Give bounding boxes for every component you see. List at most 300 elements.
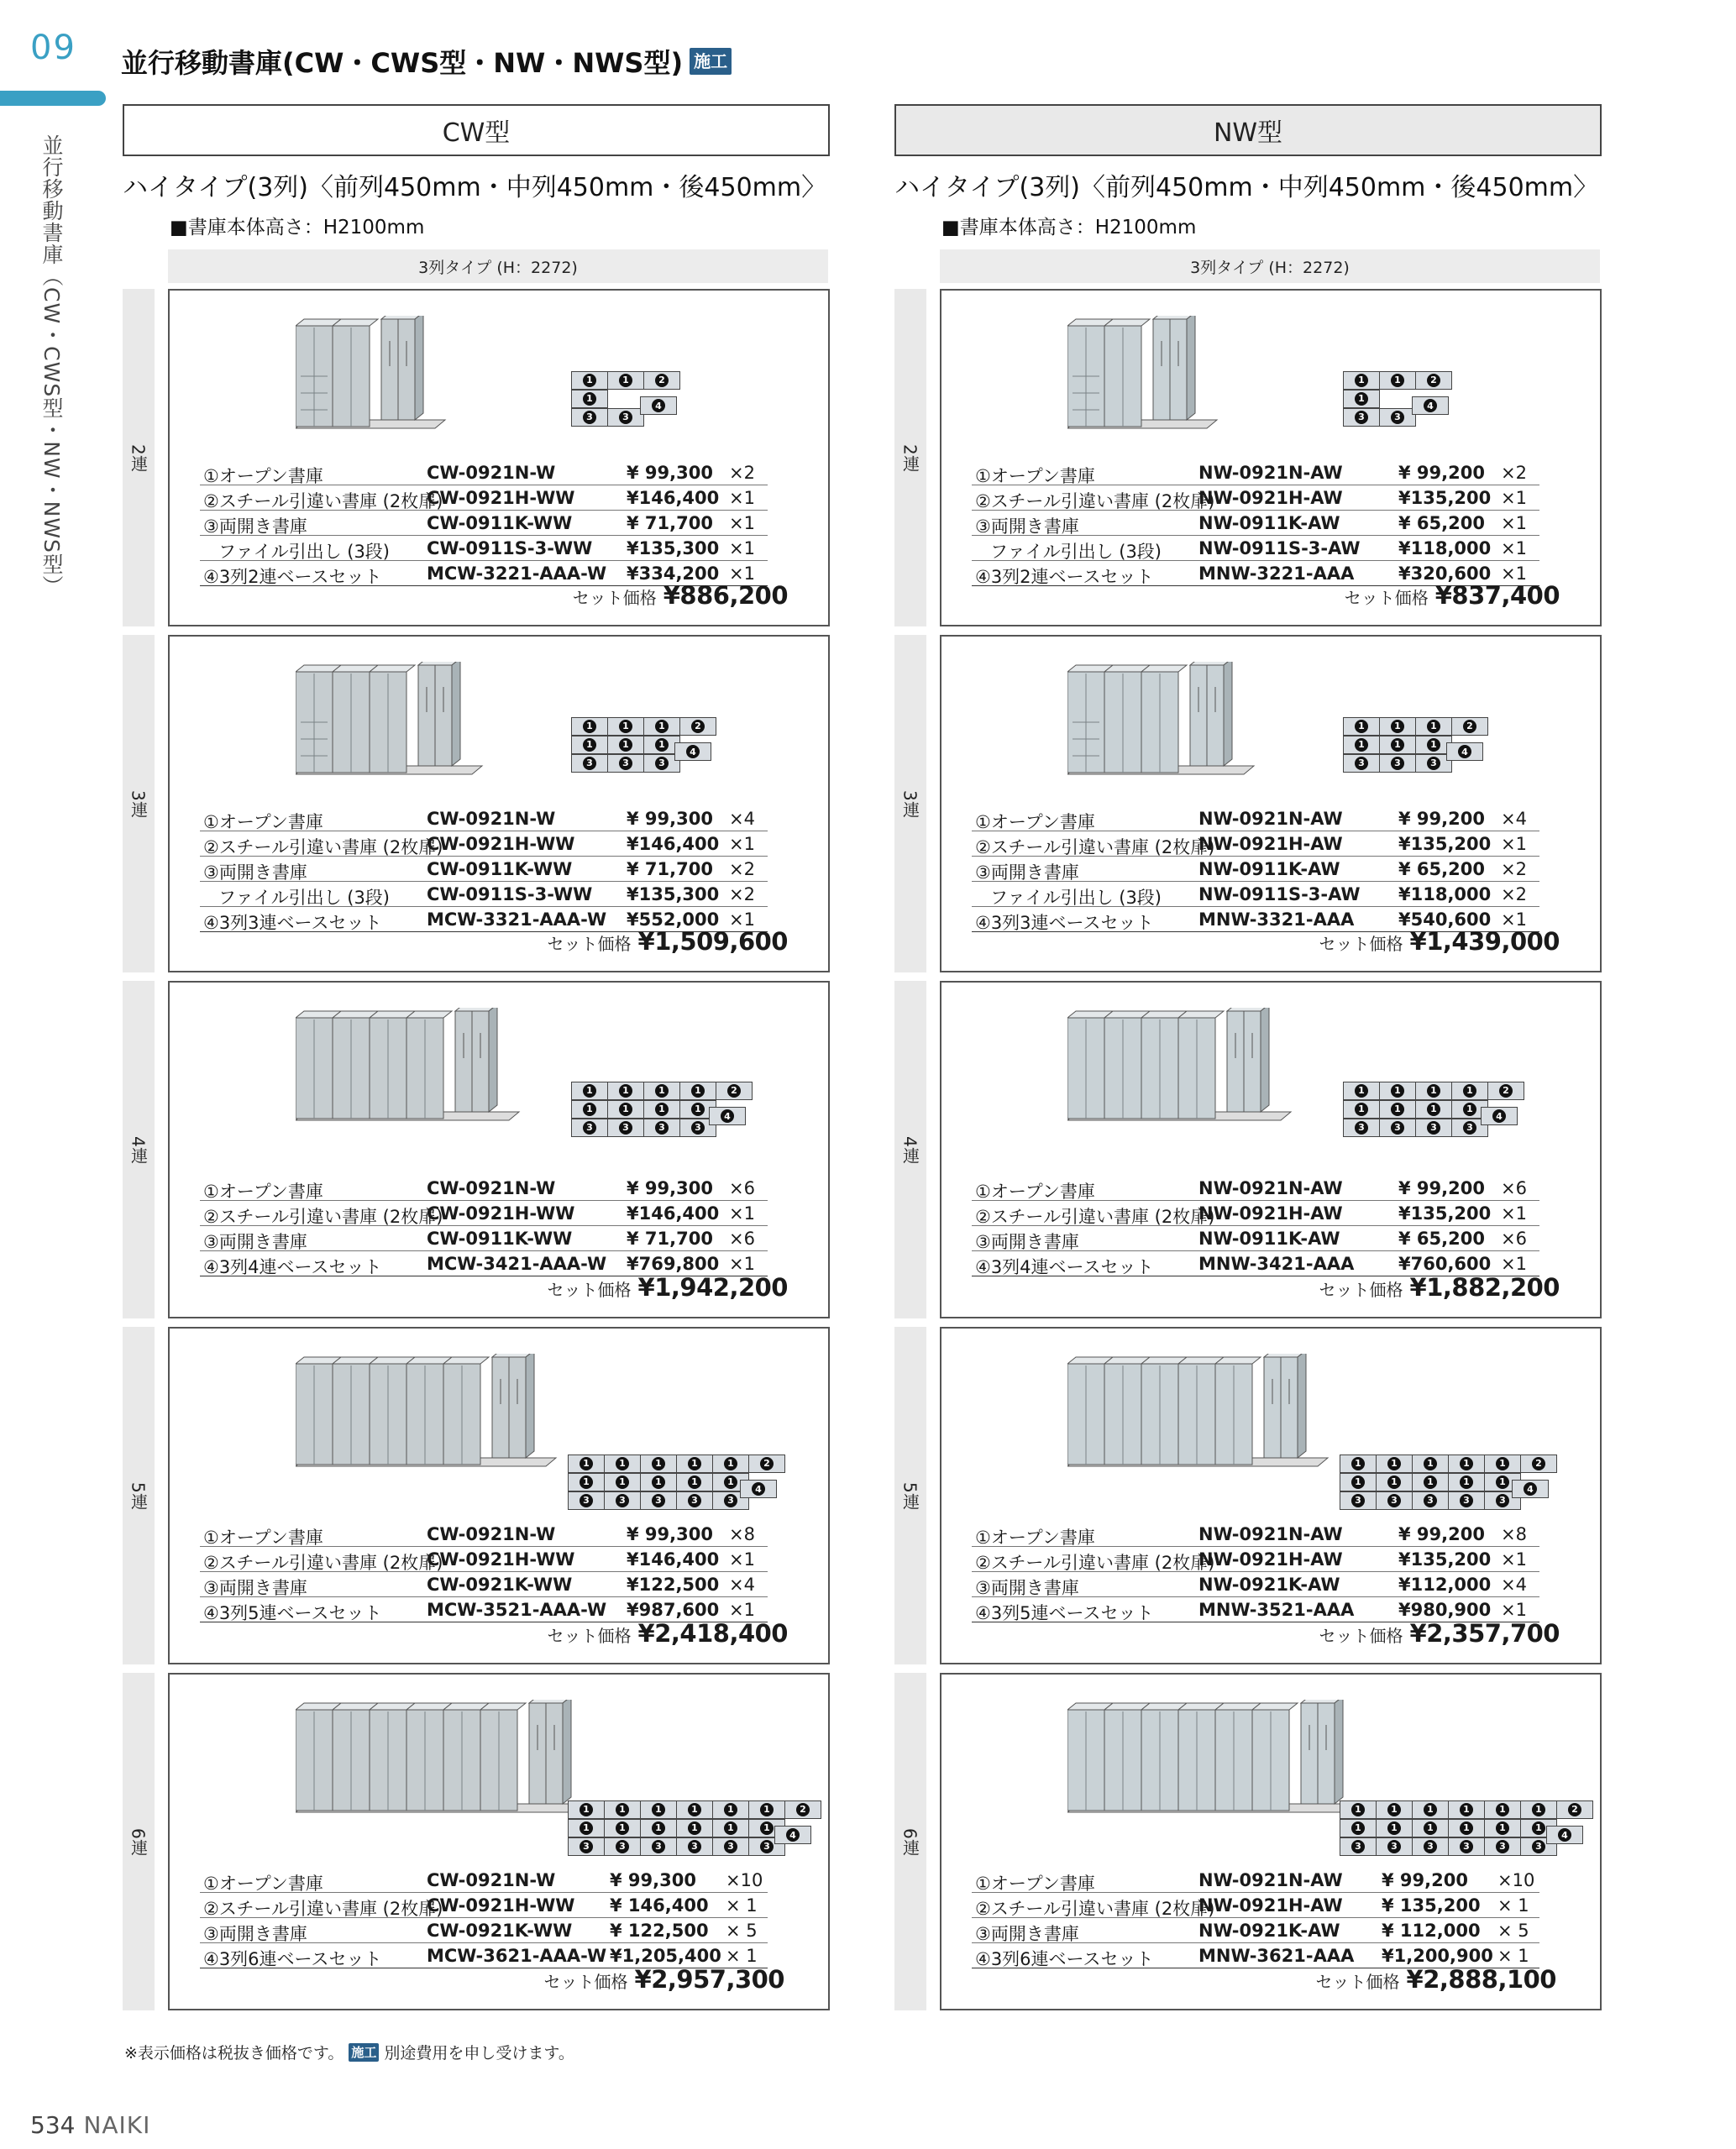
item-code: CW-0921H-WW [427, 488, 575, 508]
set-box [940, 1673, 1602, 2010]
layout-cell [1379, 371, 1416, 390]
set-total [1316, 1965, 1556, 1994]
layout-row [1343, 371, 1451, 390]
set-unit-label [123, 981, 155, 1318]
set-box [940, 981, 1602, 1318]
layout-cell [643, 1100, 680, 1119]
cabinet-module [492, 1357, 509, 1458]
module-number-marker: 1 [1387, 1803, 1401, 1816]
module-number-marker: 1 [1460, 1821, 1473, 1835]
layout-cell [571, 736, 608, 754]
layout-cell [640, 1800, 677, 1819]
set-total-label: セット価格 [543, 1972, 628, 1992]
item-code: NW-0921N-AW [1198, 1178, 1343, 1198]
item-row [972, 460, 1539, 485]
layout-cell [679, 717, 716, 736]
layout-cell-base [1512, 1480, 1549, 1498]
cabinet-top [1104, 319, 1150, 326]
module-number-marker: 1 [1532, 1803, 1545, 1816]
set-block [123, 289, 830, 626]
module-number-marker: 1 [1391, 1103, 1404, 1116]
page-title-text: 並行移動書庫(CW・CWS型・NW・NWS型) [121, 47, 684, 79]
module-number-marker: 2 [1532, 1457, 1545, 1470]
module-number-marker: 1 [1391, 738, 1404, 752]
module-number-marker: 2 [1499, 1084, 1513, 1098]
module-number-marker: 3 [655, 757, 669, 770]
module-number-marker: 1 [1387, 1457, 1401, 1470]
module-number-marker: 1 [580, 1475, 593, 1489]
cabinet-side [452, 662, 460, 766]
set-total-value: ¥1,942,200 [637, 1273, 788, 1302]
item-price: ¥135,200 [1398, 1203, 1492, 1224]
layout-cell [607, 1119, 644, 1137]
layout-cell [716, 1082, 753, 1100]
item-name: ③両開き書庫 [975, 1578, 1079, 1598]
set-total [573, 581, 788, 610]
layout-cell-base [1546, 1826, 1583, 1844]
module-number-marker: 1 [580, 1821, 593, 1835]
module-number-marker: 1 [1496, 1457, 1509, 1470]
layout-row [1343, 1082, 1524, 1100]
set-block [894, 635, 1602, 972]
layout-cell [1379, 754, 1416, 773]
cabinet-illustration [1067, 1354, 1335, 1480]
cabinet-module [435, 665, 452, 766]
layout-cell [643, 717, 680, 736]
cabinet-module [1190, 665, 1207, 766]
layout-diagram [1340, 1455, 1556, 1510]
module-number-marker: 3 [1460, 1494, 1473, 1507]
module-number-marker: 3 [1391, 1121, 1404, 1135]
layout-cell [1415, 371, 1452, 390]
set-total-label: セット価格 [1319, 1280, 1403, 1300]
layout-cell [643, 1119, 680, 1137]
layout-cell [1448, 1800, 1485, 1819]
module-number-marker: 1 [1496, 1821, 1509, 1835]
set-total [548, 927, 788, 956]
item-code: NW-0921H-AW [1198, 834, 1343, 854]
module-number-marker: 1 [724, 1457, 737, 1470]
illustration-holder [296, 1700, 600, 1829]
cabinet-side [1335, 1700, 1343, 1804]
item-qty: ×2 [1501, 884, 1527, 904]
cabinet-module [418, 665, 435, 766]
item-price: ¥146,400 [627, 1203, 720, 1224]
set-total-label: セット価格 [547, 934, 632, 954]
module-number-marker: 1 [655, 1103, 669, 1116]
module-number-marker: 1 [1460, 1475, 1473, 1489]
item-price: ¥ 71,700 [627, 513, 713, 533]
module-number-marker: 3 [1351, 1840, 1365, 1853]
module-number-marker: 1 [1424, 1457, 1437, 1470]
item-qty: ×6 [729, 1178, 755, 1198]
cabinet-module [509, 1357, 526, 1458]
layout-cell [1343, 1082, 1380, 1100]
set-unit-text: 2連 [899, 443, 920, 472]
item-row [200, 1176, 768, 1201]
item-price: ¥760,600 [1398, 1254, 1492, 1274]
module-number-marker: 3 [1391, 757, 1404, 770]
layout-diagram [1343, 717, 1487, 773]
set-box [940, 1327, 1602, 1664]
item-row [972, 857, 1539, 882]
column-cw [123, 104, 830, 1994]
illustration-holder [296, 662, 489, 791]
item-qty: ×4 [729, 809, 755, 829]
item-code: NW-0921N-AW [1198, 1524, 1343, 1544]
item-row [972, 1201, 1539, 1226]
item-name: ③両開き書庫 [203, 516, 307, 537]
module-number-marker: 1 [1387, 1821, 1401, 1835]
item-price: ¥135,200 [1398, 1549, 1492, 1570]
set-block [123, 1673, 830, 2010]
set-block [123, 981, 830, 1318]
layout-cell-base [1446, 742, 1483, 761]
layout-cell [1451, 717, 1488, 736]
layout-cell [607, 1082, 644, 1100]
layout-diagram [568, 1455, 784, 1510]
cabinet-module [1264, 1357, 1281, 1458]
item-name: ④3列3連ベースセット [975, 913, 1154, 933]
item-price: ¥ 71,700 [627, 1229, 713, 1249]
layout-cell [1343, 717, 1380, 736]
item-qty: ×6 [1501, 1229, 1527, 1249]
module-number-marker: 3 [583, 411, 596, 424]
module-number-marker: 1 [1355, 720, 1368, 733]
cabinet-top [1215, 1357, 1261, 1364]
item-row [972, 882, 1539, 907]
layout-cell-base [1481, 1107, 1518, 1125]
set-unit-text: 2連 [128, 443, 149, 472]
item-code: CW-0921H-WW [427, 1895, 575, 1916]
set-total [1319, 1273, 1560, 1302]
layout-cell [1415, 1119, 1452, 1137]
module-number-marker: 3 [616, 1494, 629, 1507]
item-name: ①オープン書庫 [203, 812, 323, 832]
item-code: NW-0921H-AW [1198, 1203, 1343, 1224]
set-total-value: ¥2,888,100 [1406, 1965, 1556, 1994]
item-row [972, 1572, 1539, 1597]
module-number-marker: 4 [786, 1828, 800, 1842]
layout-cell [1484, 1800, 1521, 1819]
layout-cell [1448, 1837, 1485, 1856]
layout-diagram [571, 1082, 752, 1137]
layout-row [1340, 1455, 1556, 1473]
layout-cell [571, 371, 608, 390]
layout-cell [571, 717, 608, 736]
layout-cell [568, 1473, 605, 1491]
item-price: ¥146,400 [627, 1549, 720, 1570]
cabinet-module [472, 1011, 489, 1112]
module-number-marker: 1 [583, 374, 596, 387]
layout-cell [1412, 1837, 1449, 1856]
module-number-marker: 1 [580, 1803, 593, 1816]
type-band: 3列タイプ (H：2272) [168, 249, 828, 283]
item-name: ①オープン書庫 [975, 466, 1095, 486]
item-name: ①オープン書庫 [203, 1528, 323, 1548]
module-number-marker: 1 [655, 1084, 669, 1098]
module-number-marker: 3 [1463, 1121, 1476, 1135]
illustration-holder [1067, 1700, 1371, 1829]
item-qty: ×6 [729, 1229, 755, 1249]
item-qty: ×4 [1501, 809, 1527, 829]
layout-cell [604, 1491, 641, 1510]
module-number-marker: 4 [1492, 1109, 1506, 1123]
item-row [972, 485, 1539, 511]
construction-badge: 施工 [349, 2043, 379, 2062]
item-price: ¥118,000 [1398, 538, 1492, 558]
item-qty: ×2 [729, 463, 755, 483]
set-block [894, 289, 1602, 626]
module-number-marker: 1 [616, 1821, 629, 1835]
cabinet-module [1227, 1011, 1244, 1112]
layout-cell [676, 1491, 713, 1510]
layout-cell [571, 408, 608, 427]
layout-cell [1376, 1800, 1413, 1819]
item-price: ¥ 99,200 [1398, 809, 1485, 829]
layout-diagram [1340, 1800, 1592, 1856]
set-total-label: セット価格 [1315, 1972, 1400, 1992]
item-qty: ×2 [1501, 859, 1527, 879]
item-row [200, 1893, 768, 1918]
item-name: ②スチール引違い書庫 (2枚扉) [975, 1553, 1215, 1573]
layout-cell [1343, 1100, 1380, 1119]
item-name: ②スチール引違い書庫 (2枚扉) [975, 837, 1215, 857]
layout-cell [607, 717, 644, 736]
module-number-marker: 3 [583, 1121, 596, 1135]
module-number-marker: 2 [1463, 720, 1476, 733]
module-number-marker: 3 [580, 1840, 593, 1853]
column-subtitle: ハイタイプ(3列)〈前列450mm・中列450mm・後450mm〉 [123, 173, 827, 202]
module-number-marker: 1 [1351, 1803, 1365, 1816]
set-box [168, 981, 830, 1318]
item-qty: ×1 [729, 909, 755, 930]
illustration-holder [1067, 316, 1224, 445]
item-row [972, 511, 1539, 536]
item-price: ¥135,300 [627, 884, 720, 904]
module-number-marker: 3 [1355, 411, 1368, 424]
chapter-tab-bar [0, 91, 106, 106]
layout-cell [676, 1800, 713, 1819]
item-code: NW-0911K-AW [1198, 1229, 1340, 1249]
item-price: ¥552,000 [627, 909, 720, 930]
layout-cell [1379, 1119, 1416, 1137]
layout-cell [1340, 1800, 1377, 1819]
set-total-value: ¥1,509,600 [637, 927, 788, 956]
item-qty: ×1 [729, 1549, 755, 1570]
item-qty: ×1 [1501, 563, 1527, 584]
module-number-marker: 3 [688, 1494, 701, 1507]
module-number-marker: 1 [580, 1457, 593, 1470]
item-qty: ×2 [729, 859, 755, 879]
item-name: ④3列4連ベースセット [203, 1257, 382, 1277]
set-unit-label [894, 289, 926, 626]
item-price: ¥ 99,200 [1398, 1524, 1485, 1544]
layout-cell [1379, 717, 1416, 736]
set-total [544, 1965, 784, 1994]
layout-cell [1487, 1082, 1524, 1100]
layout-cell [1412, 1800, 1449, 1819]
item-qty: × 1 [1497, 1895, 1529, 1916]
illustration-holder [296, 1354, 563, 1483]
illustration-holder [1067, 1354, 1335, 1483]
item-price: ¥ 65,200 [1398, 859, 1485, 879]
item-list [200, 1176, 768, 1276]
module-number-marker: 1 [1391, 720, 1404, 733]
item-code: CW-0921N-W [427, 1524, 556, 1544]
item-code: CW-0921N-W [427, 809, 556, 829]
item-qty: ×1 [729, 488, 755, 508]
module-number-marker: 1 [1424, 1821, 1437, 1835]
module-number-marker: 1 [652, 1457, 665, 1470]
item-qty: ×1 [1501, 1254, 1527, 1274]
module-number-marker: 3 [583, 757, 596, 770]
module-number-marker: 1 [1424, 1803, 1437, 1816]
module-number-marker: 1 [583, 738, 596, 752]
item-price: ¥ 146,400 [610, 1895, 709, 1916]
layout-cell [1448, 1455, 1485, 1473]
layout-cell [643, 1082, 680, 1100]
module-number-marker: 1 [1387, 1475, 1401, 1489]
item-code: CW-0911S-3-WW [427, 884, 593, 904]
module-number-marker: 1 [1463, 1103, 1476, 1116]
cabinet-top [370, 665, 415, 672]
module-number-marker: 3 [760, 1840, 774, 1853]
module-number-marker: 1 [1351, 1457, 1365, 1470]
item-qty: ×1 [729, 1203, 755, 1224]
item-price: ¥ 99,300 [627, 809, 713, 829]
page-title [121, 42, 732, 81]
item-row [200, 1918, 768, 1943]
item-code: CW-0921K-WW [427, 1575, 573, 1595]
set-total-value: ¥2,418,400 [637, 1619, 788, 1648]
item-list [972, 1868, 1539, 1968]
item-name: ファイル引出し (3段) [218, 542, 391, 562]
layout-cell [1484, 1455, 1521, 1473]
module-number-marker: 1 [1427, 738, 1440, 752]
item-code: NW-0911S-3-AW [1198, 538, 1361, 558]
module-number-marker: 1 [619, 720, 632, 733]
layout-cell [1448, 1473, 1485, 1491]
item-name: ④3列6連ベースセット [975, 1949, 1154, 1969]
item-name: ②スチール引違い書庫 (2枚扉) [203, 491, 443, 511]
item-qty: × 1 [726, 1895, 758, 1916]
set-unit-text: 4連 [128, 1135, 149, 1164]
layout-cell [1448, 1491, 1485, 1510]
layout-row [571, 717, 716, 736]
set-total [1319, 1619, 1560, 1648]
item-qty: ×1 [1501, 834, 1527, 854]
layout-cell [568, 1800, 605, 1819]
module-number-marker: 3 [1427, 1121, 1440, 1135]
set-total [1319, 927, 1560, 956]
item-name: ④3列5連ベースセット [203, 1603, 382, 1623]
set-total-value: ¥1,439,000 [1409, 927, 1560, 956]
module-number-marker: 2 [1568, 1803, 1581, 1816]
item-name: ②スチール引違い書庫 (2枚扉) [203, 1207, 443, 1227]
set-unit-label [894, 1673, 926, 2010]
set-unit-label [123, 1327, 155, 1664]
layout-cell [1412, 1473, 1449, 1491]
layout-cell [1451, 1082, 1488, 1100]
layout-cell [640, 1819, 677, 1837]
module-number-marker: 1 [691, 1084, 705, 1098]
item-qty: ×4 [1501, 1575, 1527, 1595]
module-number-marker: 3 [691, 1121, 705, 1135]
layout-row [571, 371, 679, 390]
module-number-marker: 3 [1460, 1840, 1473, 1853]
layout-cell [1343, 754, 1380, 773]
set-unit-label [123, 289, 155, 626]
module-number-marker: 1 [583, 392, 596, 406]
module-number-marker: 1 [688, 1803, 701, 1816]
layout-cell [1520, 1800, 1557, 1819]
layout-cell [1448, 1819, 1485, 1837]
set-box [168, 1673, 830, 2010]
illustration-holder [296, 316, 452, 445]
item-price: ¥122,500 [627, 1575, 720, 1595]
module-number-marker: 1 [1355, 1084, 1368, 1098]
module-number-marker: 3 [688, 1840, 701, 1853]
layout-cell [568, 1491, 605, 1510]
cabinet-module [1207, 665, 1224, 766]
module-number-marker: 1 [1532, 1821, 1545, 1835]
item-row [972, 1547, 1539, 1572]
set-total [548, 1619, 788, 1648]
layout-diagram [571, 717, 716, 773]
layout-cell [568, 1455, 605, 1473]
item-qty: ×10 [1497, 1870, 1535, 1890]
item-price: ¥540,600 [1398, 909, 1492, 930]
item-row [200, 1522, 768, 1547]
item-row [200, 1572, 768, 1597]
module-number-marker: 1 [760, 1803, 774, 1816]
set-box [168, 635, 830, 972]
item-qty: × 1 [1497, 1946, 1529, 1966]
layout-cell [571, 390, 608, 408]
item-qty: ×2 [1501, 463, 1527, 483]
item-price: ¥ 122,500 [610, 1921, 709, 1941]
column-subtitle: ハイタイプ(3列)〈前列450mm・中列450mm・後450mm〉 [894, 173, 1599, 202]
item-name: ②スチール引違い書庫 (2枚扉) [975, 1899, 1215, 1919]
module-number-marker: 1 [724, 1803, 737, 1816]
layout-cell [604, 1837, 641, 1856]
set-total [548, 1273, 788, 1302]
item-row [200, 806, 768, 831]
item-qty: ×1 [1501, 1203, 1527, 1224]
module-number-marker: 3 [1355, 1121, 1368, 1135]
item-name: ①オープン書庫 [203, 466, 323, 486]
layout-cell [1412, 1491, 1449, 1510]
set-unit-label [894, 981, 926, 1318]
cabinet-illustration [296, 316, 452, 442]
item-qty: ×6 [1501, 1178, 1527, 1198]
layout-cell [676, 1455, 713, 1473]
item-name: ③両開き書庫 [203, 862, 307, 883]
layout-cell [1340, 1819, 1377, 1837]
item-code: MNW-3421-AAA [1198, 1254, 1355, 1274]
item-price: ¥1,200,900 [1382, 1946, 1493, 1966]
item-list [972, 460, 1539, 586]
module-number-marker: 3 [655, 1121, 669, 1135]
cabinet-top [1252, 1703, 1298, 1710]
item-qty: ×4 [729, 1575, 755, 1595]
module-number-marker: 1 [688, 1457, 701, 1470]
layout-cell [676, 1473, 713, 1491]
module-number-marker: 1 [1427, 720, 1440, 733]
module-number-marker: 3 [1496, 1494, 1509, 1507]
layout-cell [748, 1455, 785, 1473]
